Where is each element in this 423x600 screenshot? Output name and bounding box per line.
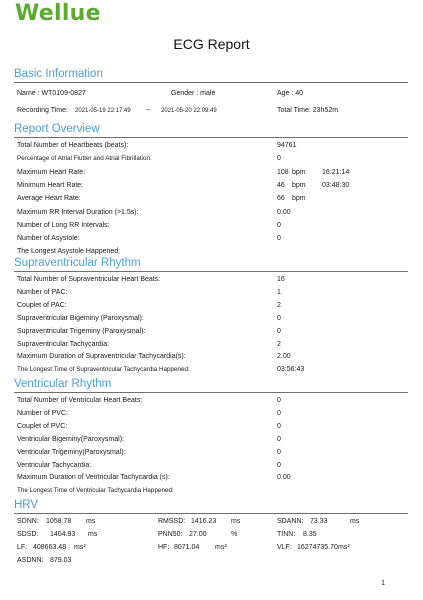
overview-label: Average Heart Rate:: [17, 195, 81, 203]
sdnn-unit: ms: [86, 518, 96, 525]
overview-label: Maximum Heart Rate:: [17, 168, 86, 176]
section-supraventricular-rhythm: Supraventricular Rhythm: [14, 256, 408, 272]
recording-time-row: [0, 105, 423, 117]
vent-row: [0, 421, 423, 433]
overview-value: 0: [277, 221, 281, 229]
asdnn-label: ASDNN:: [17, 557, 44, 564]
lf-unit: ms²: [74, 544, 86, 551]
vlf-label: VLF:: [277, 544, 292, 551]
vlf-unit: ms²: [338, 544, 350, 551]
svt-label: Supraventricular Bigeminy (Paroxysmal):: [17, 314, 144, 322]
rmssd-label: RMSSD:: [158, 518, 186, 525]
vent-value: 0: [277, 435, 281, 443]
svt-value: 0: [277, 314, 281, 322]
vent-value: 0: [277, 397, 281, 404]
svt-row: [0, 300, 423, 312]
overview-unit: bpm: [292, 168, 306, 176]
pnn50-unit: %: [231, 531, 238, 538]
page-title: ECG Report: [173, 36, 250, 52]
svt-label: Total Number of Supraventricular Heart Beats:: [17, 276, 161, 283]
svt-row: [0, 326, 423, 338]
svt-label: Supraventricular Tachycardia:: [17, 340, 110, 348]
section-basic-information: Basic Information: [14, 67, 408, 83]
tinn-label: TINN:: [277, 531, 296, 538]
overview-row: [0, 193, 423, 205]
hrv-row-2: [0, 529, 423, 541]
vent-row: [0, 460, 423, 472]
svt-value: 16: [277, 276, 285, 283]
pnn50-label: PNN50:: [158, 531, 183, 538]
overview-value: 66: [277, 195, 285, 203]
svt-value: 2: [277, 301, 281, 309]
svt-row: [0, 287, 423, 299]
overview-label: Number of Long RR Intervals:: [17, 221, 110, 229]
svt-value: 0: [277, 327, 281, 335]
patient-gender: Gender : male: [171, 90, 216, 97]
recording-separator: --: [146, 107, 151, 114]
recording-time-label: Recording Time:: [17, 107, 68, 114]
vent-row: [0, 472, 423, 484]
svt-value: 1: [277, 288, 281, 296]
hrv-row-1: [0, 516, 423, 528]
sdsd-label: SDSD:: [17, 531, 39, 538]
page-number: 1: [381, 580, 385, 587]
overview-row: [0, 140, 423, 152]
overview-time: 16:21:14: [322, 168, 350, 176]
total-time: Total Time: 23h52m: [277, 107, 339, 114]
overview-value: 0: [277, 235, 281, 243]
overview-label: Maximum RR Interval Duration (>1.5s):: [17, 208, 139, 216]
svt-value: 2.00: [277, 353, 291, 361]
vent-label: Couplet of PVC:: [17, 422, 68, 430]
overview-label: Number of Asystole:: [17, 235, 80, 243]
recording-end: 2021-05-20 22:09:49: [161, 108, 217, 114]
recording-start: 2021-05-19 22:17:49: [75, 108, 131, 114]
hf-value: 8071.04: [174, 544, 200, 551]
overview-value: 108: [277, 168, 289, 176]
vlf-value: 16274735.70: [297, 544, 338, 551]
svt-label: Couplet of PAC:: [17, 301, 67, 309]
vent-value: 0: [277, 461, 281, 469]
overview-value: 46: [277, 181, 285, 189]
vent-label: Maximum Duration of Ventricular Tachycardia (s):: [17, 474, 170, 482]
vent-value: 0.00: [277, 474, 291, 482]
vent-row: [0, 395, 423, 407]
svt-row: [0, 313, 423, 325]
overview-label: Minimum Heart Rate:: [17, 181, 84, 189]
svt-value: 03:56:43: [277, 366, 305, 374]
patient-name: Name : WT0109-0827: [17, 90, 86, 97]
sdann-unit: ms: [350, 518, 360, 525]
svt-row: [0, 364, 423, 376]
vent-label: Total Number of Ventricular Heart Beats:: [17, 397, 143, 404]
overview-row: [0, 207, 423, 219]
lf-label: LF:: [17, 544, 28, 551]
sdann-label: SDANN:: [277, 518, 304, 525]
patient-age: Age : 40: [277, 90, 304, 97]
section-ventricular-rhythm: Ventricular Rhythm: [14, 377, 408, 393]
vent-value: 0: [277, 422, 281, 430]
hf-label: HF:: [158, 544, 170, 551]
overview-row: [0, 220, 423, 232]
vent-label: Ventricular Tachycardia:: [17, 461, 92, 469]
svt-label: Number of PAC:: [17, 288, 68, 296]
section-hrv: HRV: [14, 498, 408, 514]
hrv-row-4: [0, 555, 423, 567]
sdann-value: 73.33: [310, 518, 328, 525]
section-report-overview: Report Overview: [14, 122, 408, 138]
patient-info-row: [0, 88, 423, 100]
overview-label: The Longest Asystole Happened:: [17, 248, 121, 256]
vent-label: Number of PVC:: [17, 409, 68, 417]
vent-label: The Longest Time of Ventricular Tachycardia Happened:: [17, 487, 174, 495]
asdnn-value: 879.03: [50, 557, 72, 564]
hf-unit: ms²: [215, 544, 227, 551]
rmssd-unit: ms: [231, 518, 241, 525]
overview-row: [0, 167, 423, 179]
pnn50-value: 27.00: [189, 531, 207, 538]
wellue-logo: Wellue: [15, 1, 101, 26]
vent-row: [0, 408, 423, 420]
sdnn-value: 1058.78: [46, 518, 72, 525]
vent-row: [0, 485, 423, 497]
svt-row: [0, 339, 423, 351]
tinn-value: 8.35: [303, 531, 317, 538]
svt-label: The Longest Time of Supraventricular Tachycardia Happened:: [17, 366, 190, 374]
sdsd-unit: ms: [88, 531, 98, 538]
svt-row: [0, 351, 423, 363]
svt-label: Supraventricular Trigeminy (Paroxysmal):: [17, 327, 146, 335]
hrv-row-3: [0, 542, 423, 554]
vent-value: 0: [277, 448, 281, 456]
overview-value: 0: [277, 155, 281, 163]
overview-unit: bpm: [292, 181, 306, 189]
vent-label: Ventricular Bigeminy(Paroxysmal):: [17, 435, 124, 443]
lf-value: 408663.48: [33, 544, 67, 551]
svt-value: 2: [277, 340, 281, 348]
overview-time: 03:48:30: [322, 181, 350, 189]
sdnn-label: SDNN:: [17, 518, 39, 525]
svt-row: [0, 274, 423, 286]
vent-value: 0: [277, 409, 281, 417]
overview-label: Total Number of Heartbeats (beats):: [17, 142, 129, 149]
overview-row: [0, 180, 423, 192]
svt-label: Maximum Duration of Supraventricular Tachycardia(s):: [17, 353, 186, 361]
overview-unit: bpm: [292, 195, 306, 203]
overview-value: 94761: [277, 142, 297, 149]
overview-row: [0, 153, 423, 165]
vent-row: [0, 447, 423, 459]
sdsd-value: 1404.93: [50, 531, 76, 538]
rmssd-value: 1416.23: [191, 518, 217, 525]
overview-row: [0, 233, 423, 245]
overview-label: Percentage of Atrial Flutter and Atrial Fibrillation:: [17, 155, 152, 163]
overview-value: 0.00: [277, 208, 291, 216]
vent-label: Ventricular Trigeminy(Paroxysmal):: [17, 448, 126, 456]
vent-row: [0, 434, 423, 446]
